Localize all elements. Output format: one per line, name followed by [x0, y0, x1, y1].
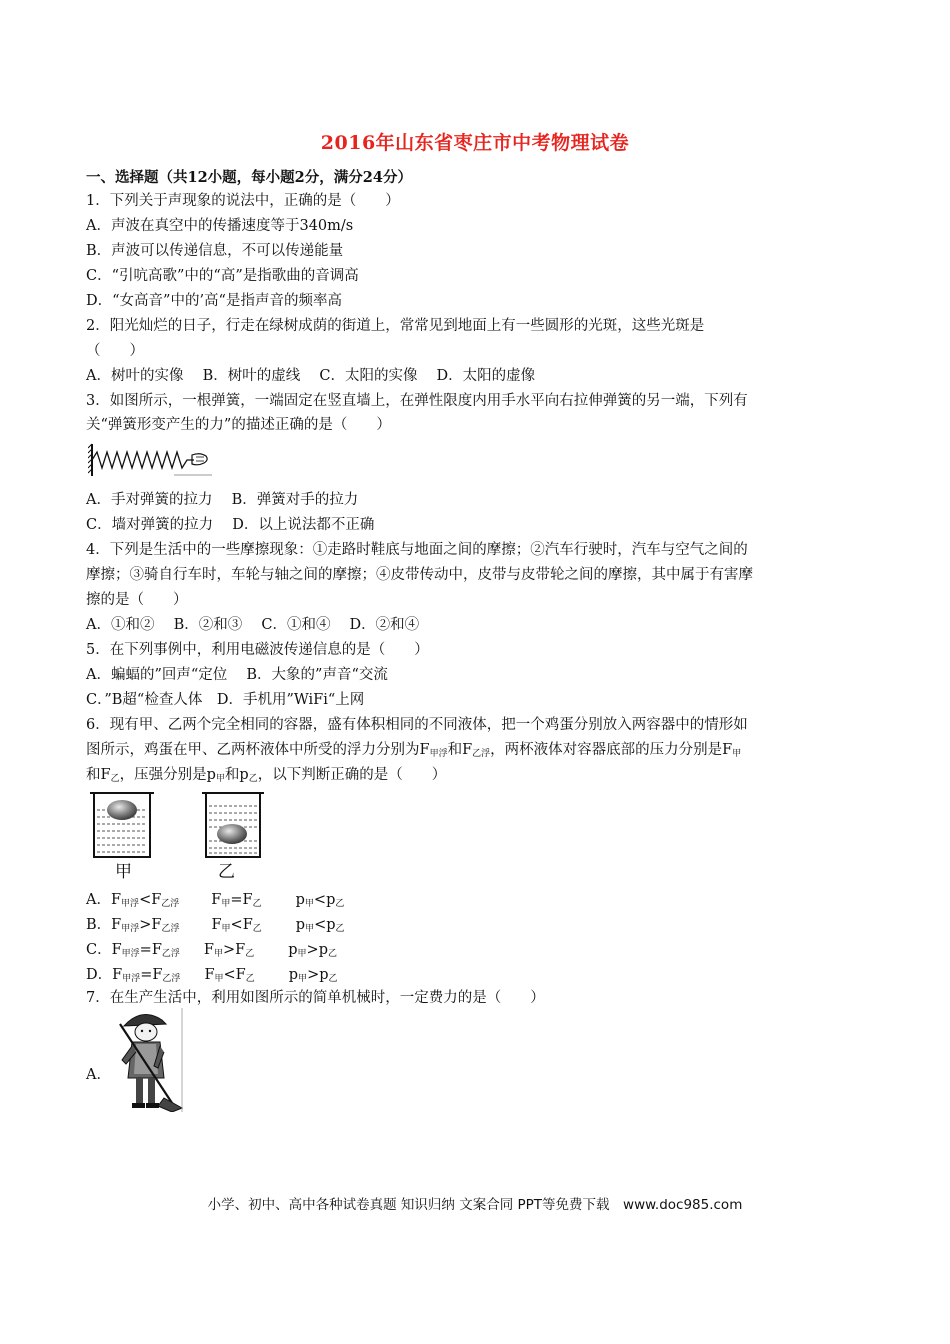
sub: 乙浮 [161, 949, 180, 959]
sub: 乙 [245, 974, 255, 984]
sym: p [326, 892, 336, 908]
q6-subscript: 甲浮 [429, 749, 448, 759]
beaker-jia [90, 793, 154, 857]
sym: F [242, 917, 253, 933]
sym: F [242, 892, 253, 908]
sym: p [295, 917, 306, 933]
sym: F [235, 942, 246, 958]
q3-options-ab: A．手对弹簧的拉力 B．弹簧对手的拉力 [86, 492, 359, 508]
sub: 甲浮 [121, 899, 140, 909]
sub: 甲 [213, 949, 223, 959]
sub: 甲浮 [122, 974, 141, 984]
beaker-label-jia: 甲 [115, 862, 132, 882]
q6-text: 和p [224, 767, 249, 783]
sub: 乙 [252, 899, 262, 909]
q1-option-d: D．“女高音”中的’高“是指声音的频率高 [86, 293, 342, 309]
sym: F [204, 967, 215, 983]
beaker-label-yi: 乙 [218, 862, 235, 882]
sym: < [313, 892, 327, 908]
opt-letter: A．F [86, 892, 122, 908]
q5-options-ab: A．蝙蝠的”回声“定位 B．大象的”声音“交流 [86, 667, 388, 683]
sym: < [230, 917, 243, 933]
q6-option-d [86, 965, 338, 989]
sym: F [211, 917, 222, 933]
sub: 甲 [304, 899, 314, 909]
q4-stem-cont: 摩擦；③骑自行车时，车轮与轴之间的摩擦；④皮带传动中，皮带与皮带轮之间的摩擦，其中属于有害摩 [86, 567, 753, 583]
sub: 甲 [297, 949, 307, 959]
sym: < [139, 892, 152, 908]
q3-stem: 3．如图所示，一根弹簧，一端固定在竖直墙上，在弹性限度内用手水平向右拉伸弹簧的另一端，下列有 [86, 393, 748, 409]
sub: 乙 [335, 924, 345, 934]
q7-stem: 7．在生产生活中，利用如图所示的简单机械时，一定费力的是（ ） [86, 990, 545, 1006]
sub: 乙 [252, 924, 262, 934]
q6-stem: 6．现有甲、乙两个完全相同的容器，盛有体积相同的不同液体，把一个鸡蛋分别放入两容器中的情形如 [86, 717, 748, 733]
opt-letter: C．F [86, 942, 122, 958]
sub: 甲浮 [121, 949, 140, 959]
opt-letter: D．F [86, 967, 123, 983]
q1-option-a: A．声波在真空中的传播速度等于340m/s [86, 218, 354, 234]
exam-title: 2016年山东省枣庄市中考物理试卷 [320, 132, 630, 154]
footer-text: 小学、初中、高中各种试卷真题 知识归纳 文案合同 PPT等免费下载 www.doc985.com [207, 1197, 743, 1213]
sym: p [288, 942, 298, 958]
sub: 甲 [221, 924, 231, 934]
section-heading: 一、选择题（共12小题，每小题2分，满分24分） [86, 169, 412, 186]
sym: > [307, 967, 320, 983]
sub: 甲 [221, 899, 231, 909]
sym: > [222, 942, 236, 958]
q6-option-a [86, 890, 344, 914]
sym: p [288, 967, 299, 983]
q6-text: 和F [86, 767, 111, 783]
q6-subscript: 甲 [732, 749, 742, 759]
q6-subscript: 乙 [110, 774, 120, 784]
sub: 乙 [335, 899, 345, 909]
sub: 乙浮 [161, 899, 180, 909]
sub: 甲 [214, 974, 224, 984]
sym: F [152, 967, 163, 983]
q7-option-a: A． [86, 1067, 111, 1083]
q6-stem-line2 [86, 740, 741, 764]
sym: F [211, 892, 222, 908]
q5-stem: 5．在下列事例中，利用电磁波传递信息的是（ ） [86, 642, 429, 658]
q4-stem: 4．下列是生活中的一些摩擦现象：①走路时鞋底与地面之间的摩擦；②汽车行驶时，汽车与空气之间的 [86, 542, 748, 558]
sym: = [139, 942, 152, 958]
q6-option-c [86, 940, 337, 964]
sub: 乙浮 [162, 974, 181, 984]
sub: 乙浮 [161, 924, 180, 934]
q6-subscript: 甲 [215, 774, 225, 784]
q6-option-b [86, 915, 345, 939]
q1-option-b: B．声波可以传递信息，不可以传递能量 [86, 243, 344, 259]
q2-options: A．树叶的实像 B．树叶的虚线 C．太阳的实像 D．太阳的虚像 [86, 368, 536, 384]
q4-stem-cont2: 擦的是（ ） [86, 592, 188, 608]
sym: p [295, 892, 305, 908]
sym: p [319, 967, 329, 983]
sym: F [203, 942, 214, 958]
sub: 甲 [298, 974, 308, 984]
q2-stem-cont: （ ） [86, 343, 144, 359]
sym: = [230, 892, 243, 908]
sym: F [151, 917, 162, 933]
q3-stem-cont: 关“弹簧形变产生的力”的描述正确的是（ ） [86, 417, 391, 433]
sym: F [151, 942, 162, 958]
q1-stem: 1．下列关于声现象的说法中，正确的是（ ） [86, 193, 400, 209]
q6-subscript: 乙 [248, 774, 258, 784]
sym: < [314, 917, 327, 933]
q3-options-cd: C．墙对弹簧的拉力 D．以上说法都不正确 [86, 517, 375, 533]
opt-letter: B．F [86, 917, 122, 933]
sub: 乙 [245, 949, 255, 959]
q6-text: ，以下判断正确的是（ ） [257, 767, 447, 783]
spring-figure [88, 442, 212, 478]
q6-stem-line3 [86, 765, 446, 789]
sym: F [151, 892, 162, 908]
sym: > [139, 917, 152, 933]
sym: < [223, 967, 236, 983]
sym: F [235, 967, 246, 983]
sym: = [140, 967, 153, 983]
beaker-yi [202, 793, 264, 857]
sym: p [326, 917, 336, 933]
sweeping-figure [114, 1008, 184, 1112]
q6-subscript: 乙浮 [472, 749, 491, 759]
q6-text: 图所示，鸡蛋在甲、乙两杯液体中所受的浮力分别为F [86, 742, 430, 758]
sub: 乙 [327, 949, 337, 959]
q6-text: 和F [447, 742, 473, 758]
sub: 甲浮 [121, 924, 140, 934]
sym: p [318, 942, 328, 958]
q2-stem: 2．阳光灿烂的日子，行走在绿树成荫的街道上，常常见到地面上有一些圆形的光斑，这些光斑是 [86, 318, 705, 334]
sub: 甲 [305, 924, 315, 934]
sym: > [306, 942, 319, 958]
q1-option-c: C．“引吭高歌”中的“高”是指歌曲的音调高 [86, 268, 359, 284]
sub: 乙 [328, 974, 338, 984]
q5-options-cd: C．”B超“检查人体 D．手机用”WiFi“上网 [86, 692, 365, 708]
q4-options: A．①和② B．②和③ C．①和④ D．②和④ [86, 617, 420, 633]
q6-text: ，两杯液体对容器底部的压力分别是F [490, 742, 733, 758]
q6-text: ，压强分别是p [119, 767, 216, 783]
